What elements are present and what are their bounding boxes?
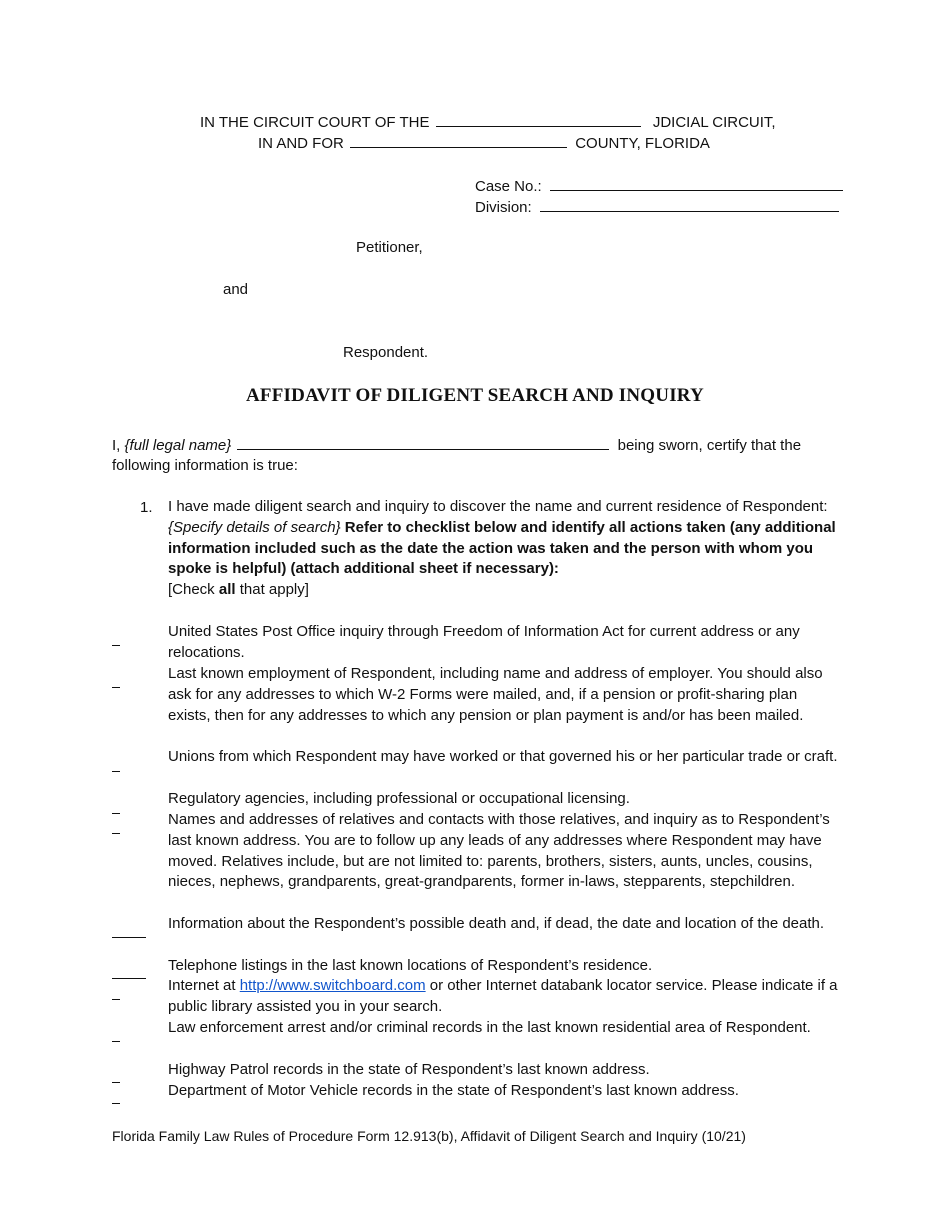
switchboard-link[interactable]: http://www.switchboard.com [239, 977, 426, 994]
county-label: COUNTY, FLORIDA [575, 135, 710, 152]
form-footer: Florida Family Law Rules of Procedure Form 12.913(b), Affidavit of Diligent Search and Inquiry (10/21) [112, 1128, 746, 1144]
checkbox-blank[interactable] [112, 958, 148, 979]
checklist-item-unions: Unions from which Respondent may have worked or that governed his or her particular trade or craft. [168, 748, 838, 765]
circuit-label: JDICIAL CIRCUIT, [652, 114, 776, 131]
division-field[interactable] [540, 197, 839, 212]
checkbox-blank[interactable] [112, 751, 148, 772]
checklist-item-telephone: Telephone listings in the last known locations of Respondent’s residence. [168, 957, 653, 974]
item-1-hint: {Specify details of search} [168, 518, 341, 536]
intro-suffix: being sworn, certify that the [617, 437, 802, 454]
full-name-field[interactable] [237, 435, 609, 450]
checkbox-blank[interactable] [112, 667, 148, 688]
internet-text-a: Internet at [168, 977, 236, 994]
item-1-text [168, 497, 840, 601]
case-number-field[interactable] [550, 176, 843, 191]
court-line-2 [258, 133, 710, 154]
checklist-item-post-office: United States Post Office inquiry through Freedom of Information Act for current address or any relocations. [168, 623, 800, 661]
division-row [475, 197, 839, 218]
checkbox-blank[interactable] [112, 813, 148, 834]
checkbox-blank[interactable] [112, 793, 148, 814]
check-all: all [218, 581, 236, 599]
checklist-item-highway-patrol: Highway Patrol records in the state of Respondent’s last known address. [168, 1061, 650, 1078]
and-label: and [223, 281, 249, 298]
item-number: 1. [140, 499, 153, 516]
checklist-item-death: Information about the Respondent’s possible death and, if dead, the date and location of the death. [168, 915, 825, 932]
checklist-item-internet [168, 976, 840, 1018]
case-number-row [475, 176, 843, 197]
checklist-item-dmv: Department of Motor Vehicle records in the state of Respondent’s last known address. [168, 1082, 739, 1099]
internet-text-b: or other Internet databank locator service. Please indicate if a public library assisted you in your search. [168, 977, 838, 1015]
checkbox-blank[interactable] [112, 625, 148, 646]
checklist-item-law-enforcement: Law enforcement arrest and/or criminal records in the last known residential area of Respondent. [168, 1019, 811, 1036]
division-label: Division: [475, 199, 532, 216]
court-label: IN THE CIRCUIT COURT OF THE [200, 114, 430, 131]
respondent-label: Respondent. [343, 344, 429, 361]
intro-prefix: I, [112, 437, 121, 454]
document-title: AFFIDAVIT OF DILIGENT SEARCH AND INQUIRY [246, 385, 704, 406]
check-suffix: that apply] [239, 581, 309, 599]
petitioner-label: Petitioner, [356, 239, 423, 256]
full-name-hint: {full legal name} [124, 437, 232, 454]
circuit-blank[interactable] [436, 112, 641, 127]
check-prefix: [Check [168, 581, 215, 599]
intro-line-1 [112, 435, 801, 456]
case-number-label: Case No.: [475, 178, 542, 195]
item-1-text-a: I have made diligent search and inquiry to discover the name and current residence of Respondent: [168, 498, 828, 515]
checkbox-blank[interactable] [112, 979, 148, 1000]
checkbox-blank[interactable] [112, 917, 148, 938]
county-blank[interactable] [350, 133, 567, 148]
checklist-item-relatives: Names and addresses of relatives and contacts with those relatives, and inquiry as to Respondent’s last known address. You are to follow up any leads of any addresses where Respondent may have moved. Relatives include, but are not limited to: parents, brothers, sisters, aunts, uncles, cousins, nieces, nephews, grandparents, great-grandparents, former in-laws, stepparents, stepchildren. [168, 811, 830, 891]
checklist-item-regulatory: Regulatory agencies, including professional or occupational licensing. [168, 790, 630, 807]
item-1-bold: Refer to checklist below and identify all actions taken (any additional information included such as the date the action was taken and the person with whom you spoke is helpful) (attach additional sheet if necessary): [168, 518, 836, 578]
checklist-item-employment: Last known employment of Respondent, including name and address of employer. You should also ask for any addresses to which W-2 Forms were mailed, and, if a pension or profit-sharing plan exists, then for any addresses to which any pension or plan payment is and/or has been mailed. [168, 665, 823, 724]
county-prefix: IN AND FOR [258, 135, 344, 152]
court-line-1 [200, 112, 776, 133]
checkbox-blank[interactable] [112, 1062, 148, 1083]
checkbox-blank[interactable] [112, 1021, 148, 1042]
checkbox-blank[interactable] [112, 1083, 148, 1104]
intro-line-2: following information is true: [112, 457, 298, 474]
